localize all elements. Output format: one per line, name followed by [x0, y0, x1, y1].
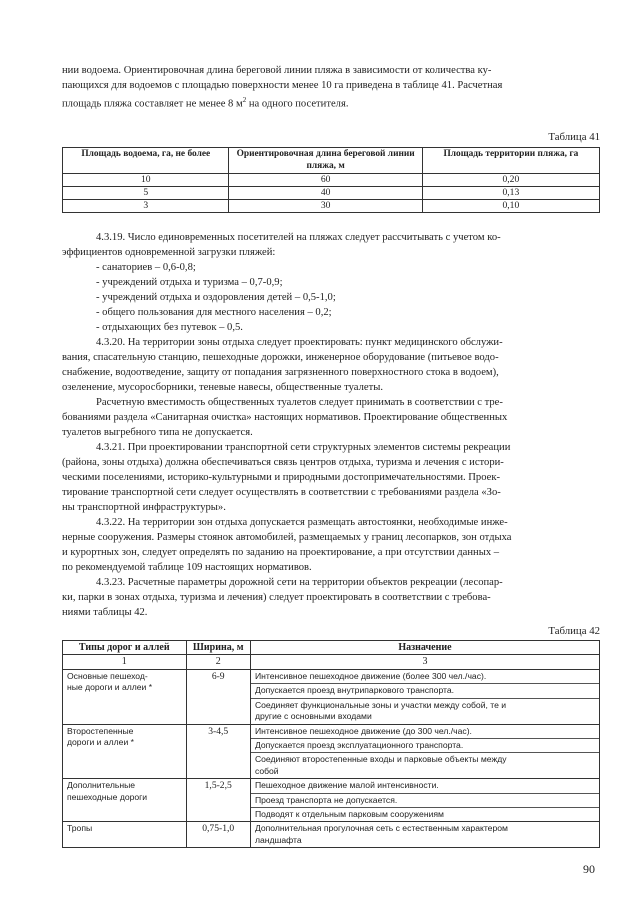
- table-cell: 5: [63, 187, 229, 200]
- p4320-line-1: 4.3.20. На территории зоны отдыха следует проектировать: пункт медицинского обслужи-: [96, 337, 503, 348]
- list-item: - учреждений отдыха и оздоровления детей – 0,5-1,0;: [96, 292, 336, 303]
- column-number: 2: [186, 655, 250, 670]
- table-cell: 0,13: [422, 187, 599, 200]
- p4321-line-3: ческими поселениями, историко-культурными и природными достопримечательностями. Проек-: [62, 472, 501, 483]
- p4323-line-2: ки, парки в зонах отдыха, туризма и лечения) следует проектировать в соответствии с требова-: [62, 592, 491, 603]
- p4320-line-2: вания, спасательную станцию, пешеходные дорожки, инженерное оборудование (питьевое водо-: [62, 352, 499, 363]
- list-item: - общего пользования для местного населения – 0,2;: [96, 307, 332, 318]
- table-41-header: Ориентировочная длина береговой линии пляжа, м: [229, 148, 422, 174]
- p4319-line-2: эффициентов одновременной загрузки пляжей:: [62, 247, 276, 258]
- table-cell: 0,20: [422, 174, 599, 187]
- toilets-line-2: бованиями раздела «Санитарная очистка» настоящих нормативов. Проектирование общественных: [62, 412, 508, 423]
- intro-line-2: пающихся для водоемов с площадью поверхности менее 10 га приведена в таблице 41. Расчетная: [62, 80, 503, 91]
- road-type-cell: Второстепенные дороги и аллеи *: [63, 724, 187, 779]
- table-cell: 30: [229, 200, 422, 213]
- page-number: 90: [583, 862, 595, 876]
- width-cell: 6-9: [186, 670, 250, 725]
- list-item: - учреждений отдыха и туризма – 0,7-0,9;: [96, 277, 283, 288]
- table-row: [63, 174, 600, 187]
- p4319-line-1: 4.3.19. Число единовременных посетителей на пляжах следует рассчитывать с учетом ко-: [96, 232, 501, 243]
- purpose-cell: Интенсивное пешеходное движение (более 300 чел./час). Допускается проезд внутрипаркового транспорта. Соединяет функциональные зоны и участки между собой, те и другие с основными входами: [250, 670, 599, 725]
- width-cell: 3-4,5: [186, 724, 250, 779]
- p4321-line-5: ны транспортной инфраструктуры».: [62, 502, 226, 513]
- table-cell: 3: [63, 200, 229, 213]
- table-row: [63, 200, 600, 213]
- road-type-cell: Основные пешеход- ные дороги и аллеи *: [63, 670, 187, 725]
- p4323-line-3: ниями таблицы 42.: [62, 607, 148, 618]
- table-41-header: Площадь территории пляжа, га: [422, 148, 599, 174]
- p4322-line-4: по рекомендуемой таблице 109 настоящих нормативов.: [62, 562, 312, 573]
- p4321-line-4: тирование транспортной сети следует осуществлять в соответствии с требованиями раздела «Зо-: [62, 487, 501, 498]
- p4320-line-3: снабжение, водоотведение, защиту от попадания загрязненного поверхностного стока в водоем),: [62, 367, 499, 378]
- table-cell: 0,10: [422, 200, 599, 213]
- table-42-header: Типы дорог и аллей: [63, 641, 187, 655]
- toilets-line-1: Расчетную вместимость общественных туалетов следует принимать в соответствии с тре-: [96, 397, 503, 408]
- column-number: 3: [250, 655, 599, 670]
- purpose-cell: Интенсивное пешеходное движение (до 300 чел./час). Допускается проезд эксплуатационного транспорта. Соединяют второстепенные входы и парковые объекты между собой: [250, 724, 599, 779]
- width-cell: 1,5-2,5: [186, 779, 250, 822]
- p4322-line-1: 4.3.22. На территории зон отдыха допускается размещать автостоянки, необходимые инже-: [96, 517, 508, 528]
- p4323-line-1: 4.3.23. Расчетные параметры дорожной сети на территории объектов рекреации (лесопар-: [96, 577, 503, 588]
- purpose-cell: Пешеходное движение малой интенсивности. Проезд транспорта не допускается. Подводят к отдельным парковым сооружениям: [250, 779, 599, 822]
- p4321-line-1: 4.3.21. При проектировании транспортной сети структурных элементов системы рекреации: [96, 442, 511, 453]
- road-type-cell: Тропы: [63, 822, 187, 848]
- table-42-header: Назначение: [250, 641, 599, 655]
- table-cell: 40: [229, 187, 422, 200]
- intro-line-1: нии водоема. Ориентировочная длина береговой линии пляжа в зависимости от количества ку-: [62, 65, 492, 76]
- table-42-caption: Таблица 42: [548, 625, 600, 637]
- table-42: [62, 640, 600, 848]
- table-cell: 60: [229, 174, 422, 187]
- p4322-line-3: и курортных зон, следует определять по заданию на проектирование, а при отсутствии данных –: [62, 547, 500, 558]
- table-42-header: Ширина, м: [186, 641, 250, 655]
- p4321-line-2: (района, зоны отдыха) должна обеспечиваться связь центров отдыха, туризма и лечения с истори-: [62, 457, 504, 468]
- table-41-caption: Таблица 41: [548, 131, 600, 143]
- table-cell: 10: [63, 174, 229, 187]
- table-41-header: Площадь водоема, га, не более: [63, 148, 229, 174]
- road-type-cell: Дополнительные пешеходные дороги: [63, 779, 187, 822]
- toilets-line-3: туалетов выгребного типа не допускается.: [62, 427, 253, 438]
- list-item: - отдыхающих без путевок – 0,5.: [96, 322, 243, 333]
- purpose-cell: Дополнительная прогулочная сеть с естественным характером ландшафта: [250, 822, 599, 848]
- superscript: 2: [242, 96, 247, 104]
- table-row: [63, 187, 600, 200]
- column-number: 1: [63, 655, 187, 670]
- intro-line-3: площадь пляжа составляет не менее 8 $м^2$ на одного посетителя.: [62, 96, 349, 110]
- p4320-line-4: озеленение, мусоросборники, теневые навесы, общественные туалеты.: [62, 382, 383, 393]
- list-item: - санаториев – 0,6-0,8;: [96, 262, 196, 273]
- table-row: [63, 724, 600, 779]
- table-41: [62, 147, 600, 213]
- p4322-line-2: нерные сооружения. Размеры стоянок автомобилей, размещаемых у границ лесопарков, зон отдыха: [62, 532, 512, 543]
- table-row: [63, 779, 600, 822]
- width-cell: 0,75-1,0: [186, 822, 250, 848]
- table-row: [63, 670, 600, 725]
- table-row: [63, 822, 600, 848]
